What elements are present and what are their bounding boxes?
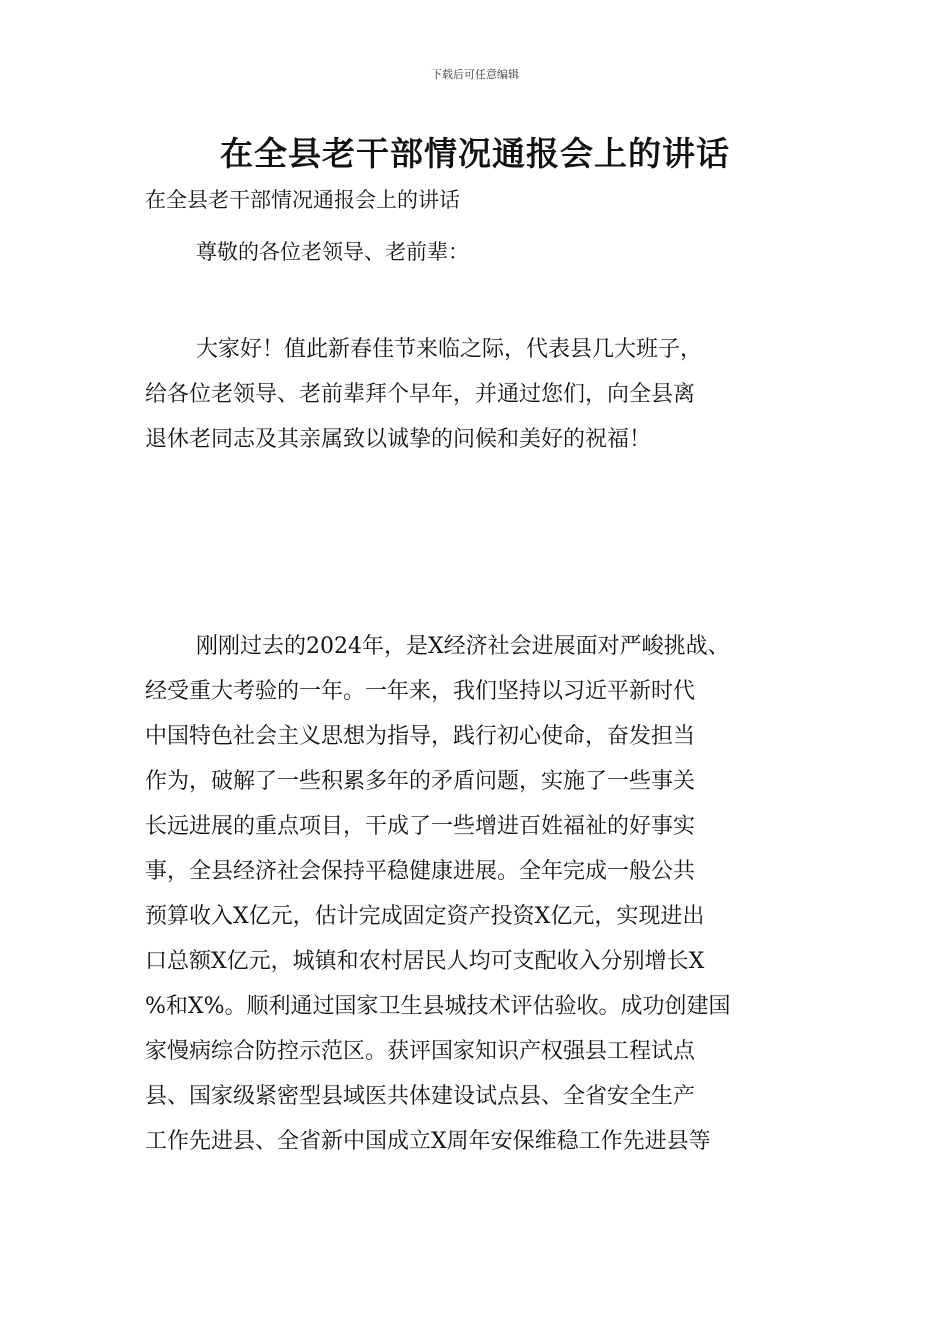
document-subtitle: 在全县老干部情况通报会上的讲话 (145, 188, 460, 212)
paragraph-line: 大家好！值此新春佳节来临之际，代表县几大班子， (196, 337, 703, 362)
paragraph-review (145, 624, 825, 1164)
paragraph-line: %和X%。顺利通过国家卫生县城技术评估验收。成功创建国 (145, 994, 731, 1019)
header-note: 下载后可任意编辑 (431, 68, 519, 81)
paragraph-line: 作为，破解了一些积累多年的矛盾问题，实施了一些事关 (145, 769, 696, 794)
paragraph-line: 长远进展的重点项目，干成了一些增进百姓福祉的好事实 (145, 814, 696, 839)
paragraph-line: 中国特色社会主义思想为指导，践行初心使命，奋发担当 (145, 724, 696, 749)
paragraph-line: 家慢病综合防控示范区。获评国家知识产权强县工程试点 (145, 1039, 696, 1064)
paragraph-line: 刚刚过去的2024年，是X经济社会进展面对严峻挑战、 (196, 634, 730, 659)
paragraph-line: 工作先进县、全省新中国成立X周年安保维稳工作先进县等 (145, 1129, 711, 1154)
paragraph-line: 口总额X亿元，城镇和农村居民人均可支配收入分别增长X (145, 949, 705, 974)
paragraph-line: 经受重大考验的一年。一年来，我们坚持以习近平新时代 (145, 679, 696, 704)
paragraph-line: 事，全县经济社会保持平稳健康进展。全年完成一般公共 (145, 859, 696, 884)
paragraph-greeting (145, 327, 825, 462)
paragraph-line: 预算收入X亿元，估计完成固定资产投资X亿元，实现进出 (145, 904, 705, 929)
document-title: 在全县老干部情况通报会上的讲话 (220, 134, 730, 173)
salutation: 尊敬的各位老领导、老前辈： (196, 240, 469, 264)
paragraph-line: 给各位老领导、老前辈拜个早年，并通过您们，向全县离 (145, 382, 696, 407)
paragraph-line: 县、国家级紧密型县域医共体建设试点县、全省安全生产 (145, 1084, 696, 1109)
paragraph-line: 退休老同志及其亲属致以诚挚的问候和美好的祝福！ (145, 427, 652, 452)
